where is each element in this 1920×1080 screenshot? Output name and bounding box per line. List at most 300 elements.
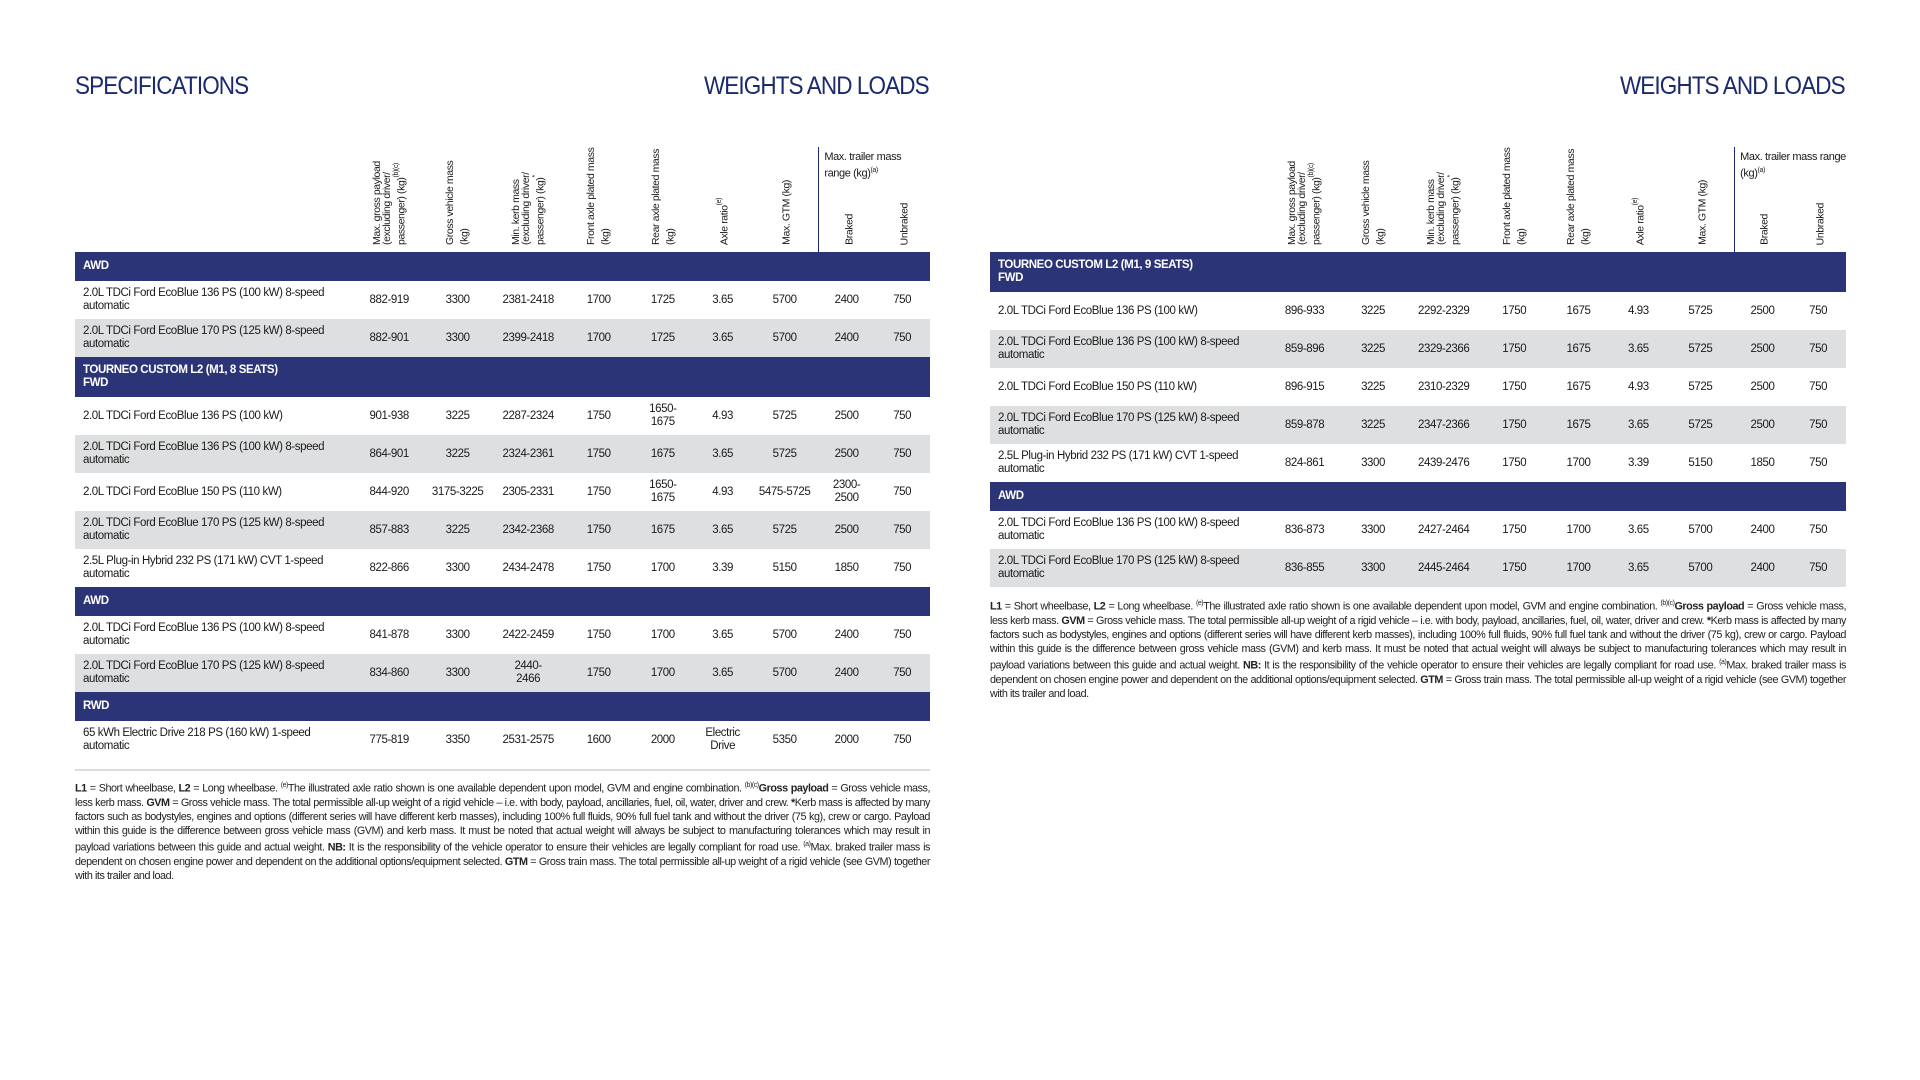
section-title [75, 357, 930, 397]
value-cell: 1650- 1675 [649, 403, 677, 428]
value-cell: 882-919 [369, 293, 409, 306]
value-cell: 822-866 [369, 561, 409, 574]
value-cell: 834-860 [369, 666, 409, 679]
value-cell: 2422-2459 [502, 628, 554, 641]
value-cell: 2324-2361 [502, 447, 554, 460]
value-cell: 5700 [772, 628, 797, 641]
value-cell: 3.65 [712, 331, 734, 344]
footnote-segment: It is the responsibility of the vehicle operator to ensure their vehicles are legally compliant for road use. [345, 842, 804, 854]
value-cell: 750 [893, 409, 912, 422]
footnote-segment: * [790, 796, 795, 809]
column-header [426, 147, 490, 252]
footnote-segment: NB: [327, 842, 346, 854]
value-cell: 4.93 [1627, 304, 1649, 317]
engine-description: 2.0L TDCi Ford EcoBlue 170 PS (125 kW) 8-speed automatic [83, 517, 325, 542]
value-cell: 5700 [772, 666, 797, 679]
value-cell: 5725 [772, 447, 797, 460]
section-title-line: AWD [83, 595, 109, 607]
value-cell: 2292-2329 [1417, 304, 1470, 317]
value-cell: 882-901 [369, 331, 409, 344]
column-header-label [1426, 147, 1461, 245]
section-title-line: AWD [998, 490, 1024, 502]
value-cell: 2500 [1750, 418, 1775, 431]
value-cell: 1675 [650, 447, 675, 460]
value-cell: 750 [1809, 523, 1828, 536]
column-header [1611, 147, 1667, 252]
column-header [1790, 182, 1846, 252]
value-cell: 1675 [650, 523, 675, 536]
value-cell: 750 [1809, 380, 1828, 393]
engine-description: 2.0L TDCi Ford EcoBlue 150 PS (110 kW) [83, 485, 282, 498]
value-cell: 1700 [650, 666, 675, 679]
header-sup: (b)(c) [392, 163, 400, 178]
footnote-segment: L2 [178, 782, 191, 795]
engine-description: 2.0L TDCi Ford EcoBlue 136 PS (100 kW) [83, 409, 283, 422]
value-cell: 1675 [1566, 418, 1591, 431]
value-cell: 2400 [1750, 523, 1775, 536]
value-cell: 1700 [650, 561, 675, 574]
value-cell: 3225 [445, 523, 470, 536]
value-cell: 5725 [772, 409, 797, 422]
trailer-group-label: Max. trailer mass range (kg) [824, 151, 902, 180]
section-title [990, 482, 1846, 511]
header-text: Min. kerb mass (excluding driver/ passenger) (kg) [509, 172, 547, 245]
column-header [1341, 147, 1405, 252]
footnote-segment: (b)(c) [1660, 600, 1675, 607]
value-cell: 4.93 [712, 485, 734, 498]
value-cell: 3.65 [712, 666, 734, 679]
value-cell: 1700 [586, 293, 611, 306]
value-cell: 5700 [772, 293, 797, 306]
value-cell: 1750 [1502, 418, 1527, 431]
header-text: Rear axle plated mass (kg) [1565, 148, 1592, 245]
column-header [567, 147, 631, 252]
footnote-segment: (e) [280, 782, 288, 789]
header-text: Front axle plated mass (kg) [1501, 147, 1528, 245]
table-row [75, 473, 930, 511]
table-row [990, 511, 1846, 549]
value-cell: 1750 [586, 628, 611, 641]
header-text: Axle ratio [718, 205, 731, 245]
footnote-segment: Max. braked trailer mass is dependent on chosen engine power and dependent on the additional options/equipment selected. [990, 660, 1846, 687]
value-cell: 836-855 [1284, 561, 1325, 574]
engine-description: 2.0L TDCi Ford EcoBlue 170 PS (125 kW) 8-speed automatic [83, 660, 325, 685]
footnote-segment: = Short wheelbase, [86, 782, 179, 795]
value-cell: 1600 [586, 733, 611, 746]
trailer-group-label: Max. trailer mass range (kg) [1740, 151, 1846, 180]
value-cell: 2445-2464 [1417, 561, 1470, 574]
column-header [695, 147, 751, 252]
value-cell: 3300 [445, 628, 470, 641]
footnote-segment: = Gross vehicle mass, less kerb mass. [990, 600, 1847, 627]
value-cell: 864-901 [369, 447, 409, 460]
value-cell: 775-819 [369, 733, 409, 746]
trailer-group-sup: (a) [870, 167, 878, 174]
value-cell: 1650- 1675 [649, 479, 677, 504]
header-text: Max. GTM (kg) [780, 180, 793, 245]
value-cell: 750 [1809, 304, 1828, 317]
section-header-row [75, 357, 930, 397]
section-header-row [75, 252, 930, 281]
value-cell: 2305-2331 [502, 485, 554, 498]
column-header [819, 182, 875, 252]
value-cell: 2399-2418 [502, 331, 554, 344]
value-cell: 750 [893, 733, 912, 746]
value-cell: 1850 [834, 561, 859, 574]
right-weights-table-panel [990, 147, 1846, 702]
column-header-label [777, 180, 792, 245]
value-cell: 1750 [586, 523, 611, 536]
header-text: Axle ratio [1634, 205, 1647, 245]
value-cell: 1750 [586, 561, 611, 574]
footnote-segment: (b)(c) [744, 782, 759, 789]
value-cell: 5150 [1688, 456, 1713, 469]
column-header-label [1361, 147, 1386, 245]
section-header-row [990, 482, 1846, 511]
engine-description: 2.0L TDCi Ford EcoBlue 136 PS (100 kW) 8-speed automatic [998, 517, 1240, 542]
value-cell: 2531-2575 [502, 733, 554, 746]
value-cell: Electric Drive [705, 727, 740, 752]
footnote-segment: (a) [1719, 659, 1727, 667]
value-cell: 2310-2329 [1417, 380, 1470, 393]
table-row [75, 511, 930, 549]
section-header-row [75, 587, 930, 616]
value-cell: 1750 [1502, 523, 1527, 536]
header-sup: (e) [1632, 197, 1640, 206]
value-cell: 5150 [772, 561, 797, 574]
footnote-segment: * [1706, 614, 1711, 627]
footnote-segment: GTM [504, 856, 528, 869]
header-text: Gross vehicle mass (kg) [444, 160, 471, 245]
value-cell: 1675 [1566, 342, 1591, 355]
value-cell: 3.65 [712, 523, 734, 536]
value-cell: 1700 [1566, 523, 1591, 536]
weights-and-loads-title-left: WEIGHTS AND LOADS [704, 72, 929, 100]
value-cell: 901-938 [369, 409, 409, 422]
value-cell: 5700 [772, 331, 797, 344]
value-cell: 2000 [834, 733, 859, 746]
engine-description: 2.0L TDCi Ford EcoBlue 136 PS (100 kW) 8-speed automatic [998, 336, 1240, 361]
footnote-segment: The illustrated axle ratio shown is one available dependent upon model, GVM and engine combination. [1203, 600, 1661, 613]
value-cell: 896-915 [1284, 380, 1325, 393]
footnote-segment: GVM [1061, 614, 1085, 627]
value-cell: 2381-2418 [502, 293, 554, 306]
column-header [874, 182, 930, 252]
engine-description: 2.0L TDCi Ford EcoBlue 136 PS (100 kW) 8-speed automatic [83, 622, 325, 647]
column-header-label [1811, 203, 1826, 245]
engine-description: 2.0L TDCi Ford EcoBlue 136 PS (100 kW) 8-speed automatic [83, 287, 325, 312]
footnote-segment: = Gross train mass. The total permissible all-up weight of a rigid vehicle (see GVM) together with its trailer and load. [990, 674, 1846, 701]
engine-description: 2.0L TDCi Ford EcoBlue 170 PS (125 kW) 8-speed automatic [83, 325, 325, 350]
footnote-left [75, 769, 930, 884]
header-text: Unbraked [898, 202, 911, 245]
value-cell: 5700 [1688, 523, 1713, 536]
value-cell: 750 [893, 331, 912, 344]
value-cell: 3300 [445, 293, 470, 306]
footnote-segment: (a) [803, 841, 811, 849]
value-cell: 1750 [586, 409, 611, 422]
section-title-line: FWD [998, 272, 1023, 284]
table-row [75, 654, 930, 692]
value-cell: 3.39 [1627, 456, 1649, 469]
header-sup: * [1447, 175, 1455, 178]
value-cell: 1750 [1502, 380, 1527, 393]
column-header [1666, 147, 1734, 252]
footnote-segment: L1 [990, 600, 1002, 613]
column-header-label [511, 147, 546, 245]
footnote-segment: = Short wheelbase, [1001, 600, 1094, 613]
value-cell: 750 [1809, 342, 1828, 355]
header-text: Braked [843, 214, 856, 245]
column-header-label [840, 214, 855, 245]
column-header-label [445, 147, 470, 245]
footnote-segment: = Long wheelbase. [190, 782, 281, 795]
value-cell: 750 [893, 293, 912, 306]
table-row [75, 435, 930, 473]
value-cell: 2500 [834, 523, 859, 536]
value-cell: 2500 [1750, 342, 1775, 355]
trailer-mass-group-header [819, 147, 930, 182]
value-cell: 750 [893, 561, 912, 574]
value-cell: 1725 [650, 293, 675, 306]
value-cell: 1675 [1566, 380, 1591, 393]
value-cell: 5725 [1688, 418, 1713, 431]
value-cell: 5700 [1688, 561, 1713, 574]
value-cell: 2400 [834, 666, 859, 679]
footnote-segment: Kerb mass is affected by many factors such as bodystyles, engines and options (different series will have different kerb masses), including 100% full fluids, 90% full fuel tank and without the driver (75 kg), crew or cargo. Payload within this guide is the difference between gross vehicle mass (GVM) and kerb mass. It must be noted that actual weight will always be subject to manufacturing tolerances which may result in payload variations between this guide and actual weight. [990, 614, 1846, 672]
value-cell: 1700 [650, 628, 675, 641]
value-cell: 750 [1809, 456, 1828, 469]
column-header [1482, 147, 1546, 252]
header-text: Max. gross payload (excluding driver/ passenger) (kg) [1286, 161, 1323, 245]
value-cell: 1750 [1502, 456, 1527, 469]
engine-description: 65 kWh Electric Drive 218 PS (160 kW) 1-speed automatic [83, 727, 311, 752]
value-cell: 750 [1809, 561, 1828, 574]
table-row [75, 616, 930, 654]
column-header [750, 147, 818, 252]
header-text: Braked [1758, 214, 1771, 245]
header-blank [75, 147, 353, 252]
trailer-group-sup: (a) [1757, 167, 1765, 174]
header-text: Front axle plated mass (kg) [585, 147, 612, 245]
value-cell: 5725 [1688, 304, 1713, 317]
footnote-segment: The illustrated axle ratio shown is one available dependent upon model, GVM and engine combination. [287, 782, 745, 795]
footnote-segment: = Long wheelbase. [1105, 600, 1196, 613]
value-cell: 1750 [1502, 342, 1527, 355]
header-text: Gross vehicle mass (kg) [1359, 160, 1387, 245]
value-cell: 1750 [1502, 304, 1527, 317]
section-title [75, 587, 930, 616]
engine-description: 2.0L TDCi Ford EcoBlue 170 PS (125 kW) 8-speed automatic [998, 555, 1240, 580]
value-cell: 750 [893, 666, 912, 679]
footnote-segment: = Gross vehicle mass. The total permissible all-up weight of a rigid vehicle – i.e. with body, payload, ancillaries, fuel, oil, water, driver and crew. [1084, 614, 1707, 627]
column-header-label [1287, 147, 1322, 245]
footnote-segment: = Gross vehicle mass, less kerb mass. [75, 782, 931, 809]
value-cell: 3.65 [1627, 561, 1649, 574]
table-row [990, 368, 1846, 406]
weights-table-right [990, 147, 1846, 587]
value-cell: 3175-3225 [431, 485, 484, 498]
value-cell: 2400 [834, 331, 859, 344]
value-cell: 5725 [1688, 342, 1713, 355]
value-cell: 3.65 [1627, 523, 1649, 536]
footnote-segment: = Gross vehicle mass. The total permissible all-up weight of a rigid vehicle – i.e. with body, payload, ancillaries, fuel, oil, water, driver and crew. [169, 796, 791, 809]
column-header [1268, 147, 1341, 252]
footnote-segment: Kerb mass is affected by many factors such as bodystyles, engines and options (different series will have different kerb masses), including 100% full fluids, 90% full fuel tank and without the driver (75 kg), crew or cargo. Payload within this guide is the difference between gross vehicle mass (GVM) and kerb mass. It must be noted that actual weight will always be subject to manufacturing tolerances which may result in payload variations between this guide and actual weight. [75, 796, 930, 854]
column-header [1735, 182, 1791, 252]
value-cell: 5350 [772, 733, 797, 746]
value-cell: 1750 [1502, 561, 1527, 574]
table-row [75, 549, 930, 587]
footnote-right [990, 597, 1846, 702]
header-sup: (b)(c) [1308, 163, 1316, 178]
engine-description: 2.0L TDCi Ford EcoBlue 170 PS (125 kW) 8-speed automatic [998, 412, 1240, 437]
value-cell: 750 [1809, 418, 1828, 431]
column-header-label [1502, 147, 1527, 245]
value-cell: 1750 [586, 666, 611, 679]
value-cell: 3225 [1361, 342, 1386, 355]
value-cell: 2347-2366 [1417, 418, 1470, 431]
value-cell: 3300 [1361, 523, 1386, 536]
value-cell: 2400 [834, 628, 859, 641]
specifications-title: SPECIFICATIONS [75, 72, 249, 100]
value-cell: 824-861 [1284, 456, 1325, 469]
value-cell: 1700 [1566, 456, 1591, 469]
header-row [75, 147, 930, 182]
engine-description: 2.0L TDCi Ford EcoBlue 136 PS (100 kW) 8-speed automatic [83, 441, 325, 466]
value-cell: 3.65 [1627, 418, 1649, 431]
section-title-line: TOURNEO CUSTOM L2 (M1, 8 SEATS) [83, 364, 278, 376]
trailer-mass-group-header [1735, 147, 1846, 182]
value-cell: 3.65 [712, 447, 734, 460]
value-cell: 3.65 [712, 293, 734, 306]
value-cell: 2434-2478 [502, 561, 554, 574]
section-title [75, 692, 930, 721]
column-header-label [895, 203, 910, 245]
column-header-label [1566, 147, 1591, 245]
value-cell: 3300 [1361, 456, 1386, 469]
column-header-label [715, 198, 730, 245]
value-cell: 2500 [1750, 380, 1775, 393]
value-cell: 3225 [445, 409, 470, 422]
column-header-label [1631, 198, 1646, 245]
value-cell: 3225 [1361, 304, 1386, 317]
column-header [353, 147, 426, 252]
footnote-segment: L2 [1093, 600, 1106, 613]
value-cell: 1700 [586, 331, 611, 344]
engine-description: 2.0L TDCi Ford EcoBlue 150 PS (110 kW) [998, 380, 1197, 393]
column-header [1405, 147, 1482, 252]
header-sup: * [531, 175, 539, 178]
value-cell: 2300- 2500 [832, 479, 861, 504]
footnote-segment: = Gross train mass. The total permissible all-up weight of a rigid vehicle (see GVM) together with its trailer and load. [75, 856, 930, 883]
footnote-segment: GTM [1420, 674, 1443, 687]
table-row [990, 292, 1846, 330]
header-text: Max. GTM (kg) [1696, 180, 1709, 245]
value-cell: 1700 [1566, 561, 1591, 574]
value-cell: 841-878 [369, 628, 409, 641]
value-cell: 3300 [445, 561, 470, 574]
value-cell: 2000 [650, 733, 675, 746]
value-cell: 857-883 [369, 523, 409, 536]
table-row [75, 281, 930, 319]
value-cell: 750 [893, 447, 912, 460]
column-header [1546, 147, 1610, 252]
value-cell: 2400 [1750, 561, 1775, 574]
section-title-line: TOURNEO CUSTOM L2 (M1, 9 SEATS) [998, 259, 1193, 271]
column-header-label [586, 147, 611, 245]
value-cell: 3300 [445, 666, 470, 679]
value-cell: 2329-2366 [1417, 342, 1470, 355]
footnote-segment: Gross payload [1674, 600, 1745, 613]
section-title-line: RWD [83, 700, 110, 712]
value-cell: 4.93 [1627, 380, 1649, 393]
table-row [990, 444, 1846, 482]
header-text: Unbraked [1814, 202, 1827, 245]
engine-description: 2.5L Plug-in Hybrid 232 PS (171 kW) CVT 1-speed automatic [998, 450, 1239, 475]
header-text: Max. gross payload (excluding driver/ passenger) (kg) [370, 161, 408, 245]
value-cell: 4.93 [712, 409, 734, 422]
value-cell: 2440- 2466 [514, 660, 542, 685]
value-cell: 2342-2368 [502, 523, 554, 536]
left-weights-table-panel [75, 147, 930, 884]
table-row [990, 406, 1846, 444]
engine-description: 2.5L Plug-in Hybrid 232 PS (171 kW) CVT 1-speed automatic [83, 555, 324, 580]
value-cell: 3.39 [712, 561, 734, 574]
footnote-segment: Gross payload [758, 782, 829, 795]
header-text: Min. kerb mass (excluding driver/ passenger) (kg) [1425, 172, 1462, 245]
value-cell: 2500 [834, 447, 859, 460]
value-cell: 2500 [1750, 304, 1775, 317]
table-row [75, 319, 930, 357]
engine-description: 2.0L TDCi Ford EcoBlue 136 PS (100 kW) [998, 304, 1198, 317]
header-blank [990, 147, 1268, 252]
value-cell: 750 [893, 485, 912, 498]
column-header-label [1755, 214, 1770, 245]
value-cell: 3225 [1361, 380, 1386, 393]
value-cell: 750 [893, 523, 912, 536]
header-text: Rear axle plated mass (kg) [649, 148, 677, 245]
column-header-label [651, 147, 676, 245]
footnote-segment: (e) [1195, 600, 1204, 607]
value-cell: 859-878 [1284, 418, 1325, 431]
value-cell: 3225 [1361, 418, 1386, 431]
value-cell: 2287-2324 [502, 409, 554, 422]
value-cell: 3300 [445, 331, 470, 344]
value-cell: 1725 [650, 331, 675, 344]
footnote-segment: L1 [75, 782, 87, 795]
value-cell: 896-933 [1284, 304, 1325, 317]
header-row [990, 147, 1846, 182]
table-row [990, 549, 1846, 587]
section-header-row [75, 692, 930, 721]
value-cell: 3.65 [712, 628, 734, 641]
value-cell: 2400 [834, 293, 859, 306]
value-cell: 750 [893, 628, 912, 641]
column-header [490, 147, 567, 252]
value-cell: 2427-2464 [1417, 523, 1470, 536]
section-title [75, 252, 930, 281]
column-header [631, 147, 695, 252]
value-cell: 3350 [445, 733, 470, 746]
weights-and-loads-title-right: WEIGHTS AND LOADS [1620, 72, 1845, 100]
value-cell: 5725 [772, 523, 797, 536]
value-cell: 5725 [1688, 380, 1713, 393]
section-title-line: FWD [83, 377, 108, 389]
value-cell: 3225 [445, 447, 470, 460]
weights-table-left [75, 147, 930, 759]
section-header-row [990, 252, 1846, 292]
